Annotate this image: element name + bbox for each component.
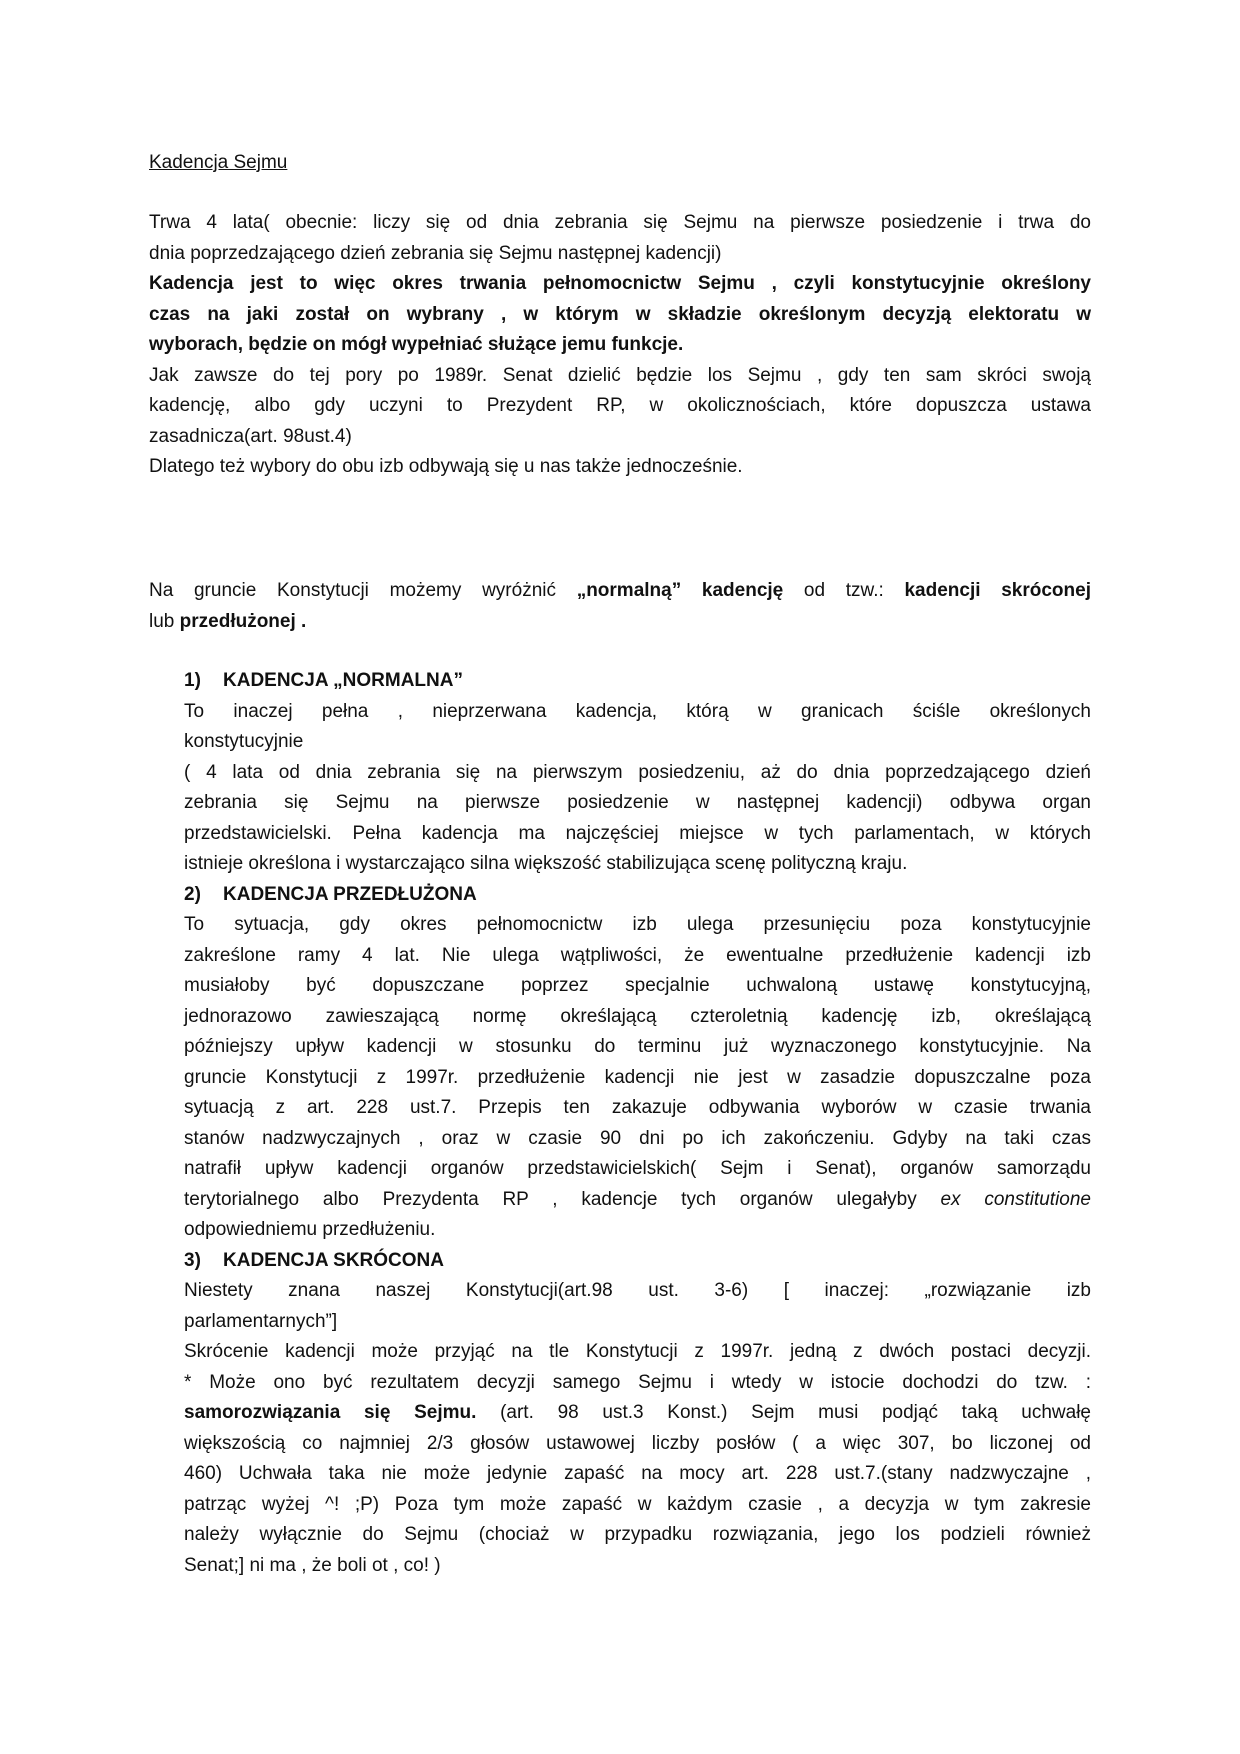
text: KADENCJA PRZEDŁUŻONA xyxy=(223,883,477,905)
bold-text: „normalną” kadencję xyxy=(576,580,784,601)
text: zakreślone ramy 4 lat. Nie ulega wątpliwości, że ewentualne przedłużenie kadencji izb xyxy=(184,944,1091,966)
text: późniejszy upływ kadencji w stosunku do terminu już wyznaczonego konstytucyjnie. Na xyxy=(184,1036,1091,1057)
text-line xyxy=(149,330,1091,361)
text: dnia poprzedzającego dzień zebrania się Sejmu następnej kadencji) xyxy=(149,242,722,264)
text-line xyxy=(184,1154,1091,1185)
section-heading xyxy=(184,666,1091,697)
text-line xyxy=(149,361,1091,392)
text-line xyxy=(184,697,1091,728)
text-line xyxy=(184,788,1091,819)
text: kadencję, albo gdy uczyni to Prezydent RP, w okolicznościach, które dopuszcza ustawa xyxy=(149,395,1091,416)
text-line xyxy=(184,1490,1091,1521)
text: przedstawicielski. Pełna kadencja ma najczęściej miejsce w tych parlamentach, w których xyxy=(184,822,1091,844)
text-line xyxy=(149,391,1091,422)
text-line xyxy=(184,758,1091,789)
term-types-list xyxy=(184,666,1091,1581)
text-line xyxy=(149,239,1091,270)
text-line xyxy=(184,1002,1091,1033)
text-line xyxy=(184,1276,1091,1307)
text: parlamentarnych”] xyxy=(184,1310,338,1332)
text-line xyxy=(184,1063,1091,1094)
text-line xyxy=(184,1368,1091,1399)
text-line xyxy=(184,1185,1091,1216)
text-line xyxy=(149,269,1091,300)
bold-text: przedłużonej . xyxy=(179,610,307,632)
text: gruncie Konstytucji z 1997r. przedłużenie kadencji nie jest w zasadzie dopuszczalne poza xyxy=(184,1066,1091,1088)
text: odpowiedniemu przedłużeniu. xyxy=(184,1219,436,1240)
text-line xyxy=(184,1124,1091,1155)
text: * Może ono być rezultatem decyzji samego Sejmu i wtedy w istocie dochodzi do tzw. : xyxy=(184,1371,1091,1393)
bold-text: wyborach, będzie on mógł wypełniać służące jemu funkcje. xyxy=(149,334,684,355)
text-line xyxy=(149,607,1091,638)
text-line xyxy=(149,300,1091,331)
bold-text: samorozwiązania się Sejmu. xyxy=(184,1402,477,1423)
text: stanów nadzwyczajnych , oraz w czasie 90 dni po ich zakończeniu. Gdyby na taki czas xyxy=(184,1127,1091,1149)
text-line xyxy=(184,727,1091,758)
text: 460) Uchwała taka nie może jedynie zapaść na mocy art. 228 ust.7.(stany nadzwyczajne , xyxy=(184,1463,1091,1484)
text-line xyxy=(184,1520,1091,1551)
text: od tzw.: xyxy=(783,580,905,601)
text-line xyxy=(184,849,1091,880)
text-line xyxy=(184,1398,1091,1429)
text: KADENCJA „NORMALNA” xyxy=(223,670,463,691)
text: natrafił upływ kadencji organów przedstawicielskich( Sejm i Senat), organów samorządu xyxy=(184,1158,1091,1179)
document-title: Kadencja Sejmu xyxy=(149,152,288,173)
text-line xyxy=(184,1429,1091,1460)
section-heading xyxy=(184,880,1091,911)
text-line xyxy=(184,971,1091,1002)
text: terytorialnego albo Prezydenta RP , kadencje tych organów ulegałyby xyxy=(184,1188,941,1210)
text: zebrania się Sejmu na pierwsze posiedzenie w następnej kadencji) odbywa organ xyxy=(184,792,1091,813)
text-line xyxy=(184,1551,1091,1582)
text-line xyxy=(184,1459,1091,1490)
text: sytuacją z art. 228 ust.7. Przepis ten zakazuje odbywania wyborów w czasie trwania xyxy=(184,1097,1091,1118)
text: Senat;] ni ma , że boli ot , co! ) xyxy=(184,1554,441,1576)
text: Niestety znana naszej Konstytucji(art.98 ust. 3-6) [ inaczej: „rozwiązanie izb xyxy=(184,1280,1091,1301)
text: musiałoby być dopuszczane poprzez specjalnie uchwaloną ustawę konstytucyjną, xyxy=(184,975,1091,996)
text: większością co najmniej 2/3 głosów ustawowej liczby posłów ( a więc 307, bo liczonej od xyxy=(184,1432,1091,1454)
bold-text: czas na jaki został on wybrany , w którym w składzie określonym decyzją elektoratu w xyxy=(149,303,1091,325)
bold-text: Kadencja jest to więc okres trwania pełnomocnictw Sejmu , czyli konstytucyjnie określony xyxy=(149,273,1091,294)
text-line xyxy=(184,910,1091,941)
text-line xyxy=(149,422,1091,453)
text: Trwa 4 lata( obecnie: liczy się od dnia zebrania się Sejmu na pierwsze posiedzenie i trwa do xyxy=(149,212,1091,233)
text: KADENCJA SKRÓCONA xyxy=(223,1249,444,1271)
text: To inaczej pełna , nieprzerwana kadencja, którą w granicach ściśle określonych xyxy=(184,700,1091,722)
text-line xyxy=(184,1215,1091,1246)
text: Jak zawsze do tej pory po 1989r. Senat dzielić będzie los Sejmu , gdy ten sam skróci swoją xyxy=(149,364,1091,386)
text-line xyxy=(149,576,1091,607)
text-line xyxy=(184,941,1091,972)
text: ( 4 lata od dnia zebrania się na pierwszym posiedzeniu, aż do dnia poprzedzającego dzień xyxy=(184,761,1091,783)
text: (art. 98 ust.3 Konst.) Sejm musi podjąć taką uchwałę xyxy=(476,1402,1091,1423)
text-line xyxy=(184,1093,1091,1124)
text: patrząc wyżej ^! ;P) Poza tym może zapaść w każdym czasie , a decyzja w tym zakresie xyxy=(184,1493,1091,1515)
text: lub xyxy=(149,610,180,632)
text: konstytucyjnie xyxy=(184,731,304,752)
text-line xyxy=(184,819,1091,850)
text-line xyxy=(184,1032,1091,1063)
bold-text: kadencji skróconej xyxy=(904,580,1091,601)
list-number: 1) xyxy=(184,670,201,691)
text: To sytuacja, gdy okres pełnomocnictw izb ulega przesunięciu poza konstytucyjnie xyxy=(184,914,1091,935)
list-number: 3) xyxy=(184,1249,201,1271)
text: Na gruncie Konstytucji możemy wyróżnić xyxy=(149,580,577,601)
text: jednorazowo zawieszającą normę określającą czteroletnią kadencję izb, określającą xyxy=(184,1005,1091,1027)
text-line xyxy=(149,452,1091,483)
list-number: 2) xyxy=(184,883,201,905)
intro-paragraphs xyxy=(149,208,1091,483)
text: należy wyłącznie do Sejmu (chociaż w przypadku rozwiązania, jego los podzieli również xyxy=(184,1524,1091,1545)
text: Dlatego też wybory do obu izb odbywają się u nas także jednocześnie. xyxy=(149,456,743,477)
text: Skrócenie kadencji może przyjąć na tle Konstytucji z 1997r. jedną z dwóch postaci decyzji. xyxy=(184,1341,1091,1362)
text: zasadnicza(art. 98ust.4) xyxy=(149,425,352,447)
types-intro-paragraph xyxy=(149,576,1091,637)
text-line xyxy=(184,1337,1091,1368)
section-heading xyxy=(184,1246,1091,1277)
italic-text: ex constitutione xyxy=(940,1188,1092,1210)
text-line xyxy=(149,208,1091,239)
text-line xyxy=(184,1307,1091,1338)
text: istnieje określona i wystarczająco silna większość stabilizująca scenę polityczną kraju. xyxy=(184,853,908,874)
